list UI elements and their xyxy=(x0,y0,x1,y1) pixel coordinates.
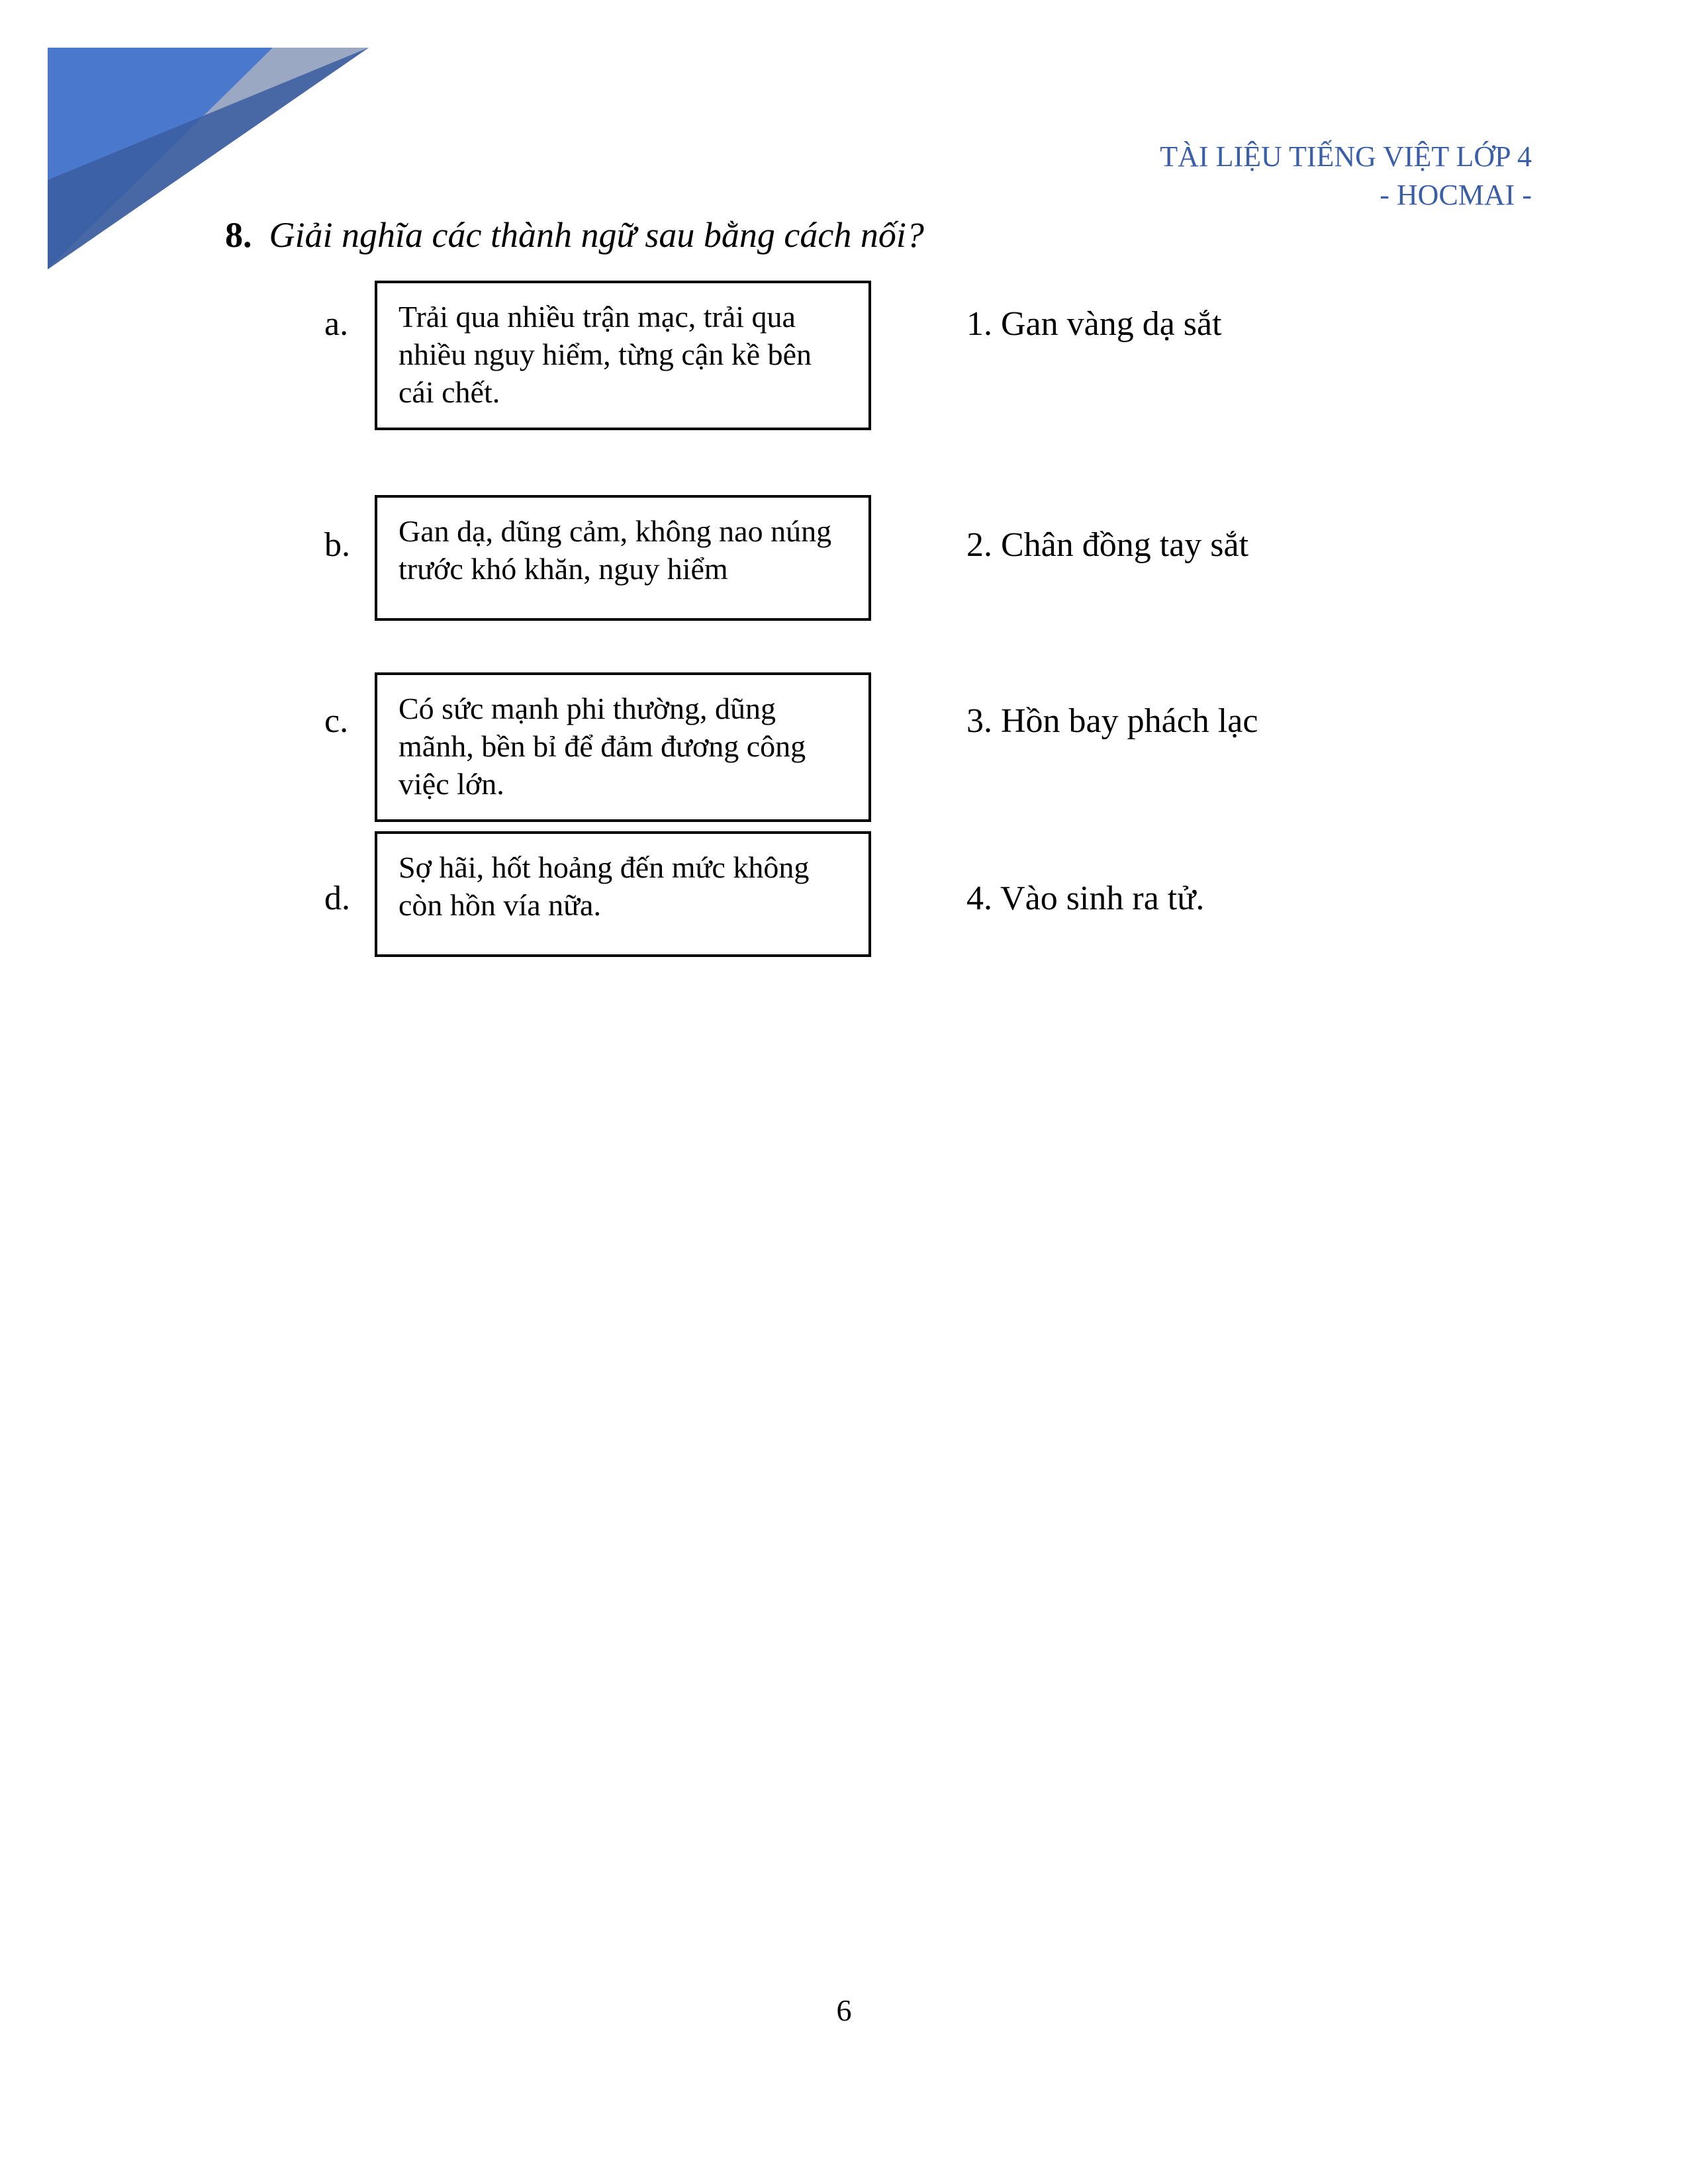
meaning-box-d: Sợ hãi, hốt hoảng đến mức không còn hồn vía nữa. xyxy=(375,831,871,957)
document-header xyxy=(1160,138,1532,214)
question-number: 8. xyxy=(225,215,252,255)
header-title: TÀI LIỆU TIẾNG VIỆT LỚP 4 xyxy=(1160,140,1532,173)
item-letter-a: a. xyxy=(324,305,349,343)
meaning-box-c: Có sức mạnh phi thường, dũng mãnh, bền bỉ để đảm đương công việc lớn. xyxy=(375,672,871,822)
idiom-1: 1. Gan vàng dạ sắt xyxy=(966,305,1222,343)
page-number: 6 xyxy=(836,1993,852,2027)
idiom-2: 2. Chân đồng tay sắt xyxy=(966,526,1249,564)
question-text: Giải nghĩa các thành ngữ sau bằng cách nối? xyxy=(269,215,924,255)
item-letter-c: c. xyxy=(324,702,349,740)
item-letter-d: d. xyxy=(324,880,350,917)
header-brand: - HOCMAI - xyxy=(1380,179,1532,211)
idiom-3: 3. Hồn bay phách lạc xyxy=(966,702,1258,740)
idiom-4: 4. Vào sinh ra tử. xyxy=(966,880,1205,917)
question-heading xyxy=(225,212,924,258)
item-letter-b: b. xyxy=(324,526,350,564)
meaning-box-b: Gan dạ, dũng cảm, không nao núng trước khó khăn, nguy hiểm xyxy=(375,495,871,621)
meaning-box-a: Trải qua nhiều trận mạc, trải qua nhiều nguy hiểm, từng cận kề bên cái chết. xyxy=(375,281,871,430)
